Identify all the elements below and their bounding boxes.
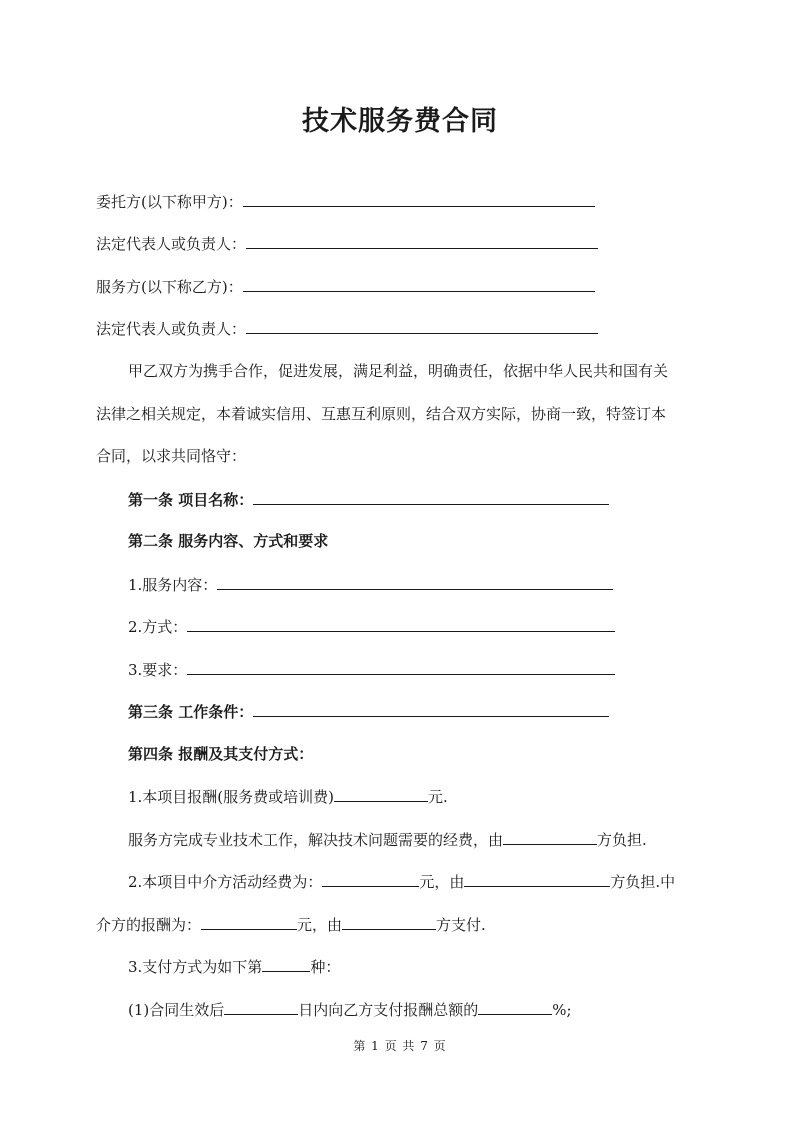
party-provider-label: 服务方(以下称乙方)：	[96, 278, 243, 296]
party-provider-blank[interactable]	[243, 276, 595, 292]
expense-paragraph-text: 服务方完成专业技术工作，解决技术问题需要的经费，由	[128, 831, 504, 849]
payment-item-1-unit: 元.	[428, 788, 448, 806]
expense-bearer-blank[interactable]	[503, 829, 597, 845]
service-method-blank[interactable]	[187, 616, 615, 632]
expense-paragraph-end: 方负担.	[597, 831, 647, 849]
payment-item-2-text: 2.本项目中介方活动经费为：	[128, 873, 323, 891]
service-method-label: 2.方式：	[128, 618, 188, 636]
payment-item-1	[128, 786, 448, 807]
payment-item-2	[128, 871, 675, 892]
service-requirement-blank[interactable]	[187, 659, 615, 675]
payment-days-blank[interactable]	[224, 999, 298, 1015]
payment-method-number-blank[interactable]	[262, 956, 310, 972]
article-1-heading: 第一条 项目名称：	[128, 491, 254, 509]
provider-representative-blank[interactable]	[246, 318, 598, 334]
party-client-line	[96, 191, 595, 212]
payment-item-2-end: 方负担.中	[610, 873, 676, 891]
service-content-label: 1.服务内容：	[128, 576, 218, 594]
intermediary-remuneration-blank[interactable]	[201, 914, 297, 930]
intermediary-remuneration-mid: 元，由	[297, 916, 343, 934]
intro-line-1: 甲乙双方为携手合作，促进发展，满足利益，明确责任，依据中华人民共和国有关	[128, 362, 669, 380]
expense-paragraph	[128, 829, 647, 850]
payment-sub-1-end: %;	[552, 1001, 572, 1019]
payment-sub-1	[128, 999, 572, 1020]
payment-item-2-continued	[96, 914, 486, 935]
payment-sub-1-text: (1)合同生效后	[128, 1001, 225, 1019]
party-client-label: 委托方(以下称甲方)：	[96, 193, 243, 211]
project-name-blank[interactable]	[253, 489, 609, 505]
payment-sub-1-mid: 日内向乙方支付报酬总额的	[298, 1001, 479, 1019]
service-content-line	[128, 574, 613, 595]
client-representative-line	[96, 233, 598, 254]
client-representative-label: 法定代表人或负责人：	[96, 235, 247, 253]
party-provider-line	[96, 276, 595, 297]
client-representative-blank[interactable]	[246, 233, 598, 249]
service-method-line	[128, 616, 615, 637]
intro-line-2: 法律之相关规定，本着诚实信用、互惠互利原则，结合双方实际，协商一致，特签订本	[96, 405, 667, 423]
article-4-heading: 第四条 报酬及其支付方式：	[128, 745, 314, 763]
article-2-heading: 第二条 服务内容、方式和要求	[128, 532, 329, 550]
article-3-line	[128, 701, 609, 722]
payment-method-end: 种：	[310, 958, 341, 976]
party-client-blank[interactable]	[243, 191, 595, 207]
service-requirement-line	[128, 659, 615, 680]
intermediary-fee-blank[interactable]	[322, 871, 419, 887]
intermediary-bearer-blank[interactable]	[464, 871, 610, 887]
provider-representative-line	[96, 318, 598, 339]
payment-item-1-text: 1.本项目报酬(服务费或培训费)	[128, 788, 335, 806]
intermediary-remuneration-end: 方支付.	[436, 916, 486, 934]
page-footer: 第 1 页 共 7 页	[353, 1039, 447, 1053]
payment-item-3	[128, 956, 340, 977]
article-1-line	[128, 489, 609, 510]
article-3-heading: 第三条 工作条件：	[128, 703, 254, 721]
work-conditions-blank[interactable]	[253, 701, 609, 717]
service-requirement-label: 3.要求：	[128, 661, 188, 679]
payment-percent-blank[interactable]	[478, 999, 552, 1015]
payment-method-text: 3.支付方式为如下第	[128, 958, 263, 976]
document-title: 技术服务费合同	[302, 106, 498, 137]
payment-item-2-mid: 元，由	[419, 873, 465, 891]
service-content-blank[interactable]	[217, 574, 613, 590]
intermediary-remuneration-label: 介方的报酬为：	[96, 916, 202, 934]
intermediary-payer-blank[interactable]	[342, 914, 436, 930]
provider-representative-label: 法定代表人或负责人：	[96, 320, 247, 338]
intro-line-3: 合同，以求共同恪守：	[96, 447, 247, 465]
remuneration-amount-blank[interactable]	[334, 786, 428, 802]
